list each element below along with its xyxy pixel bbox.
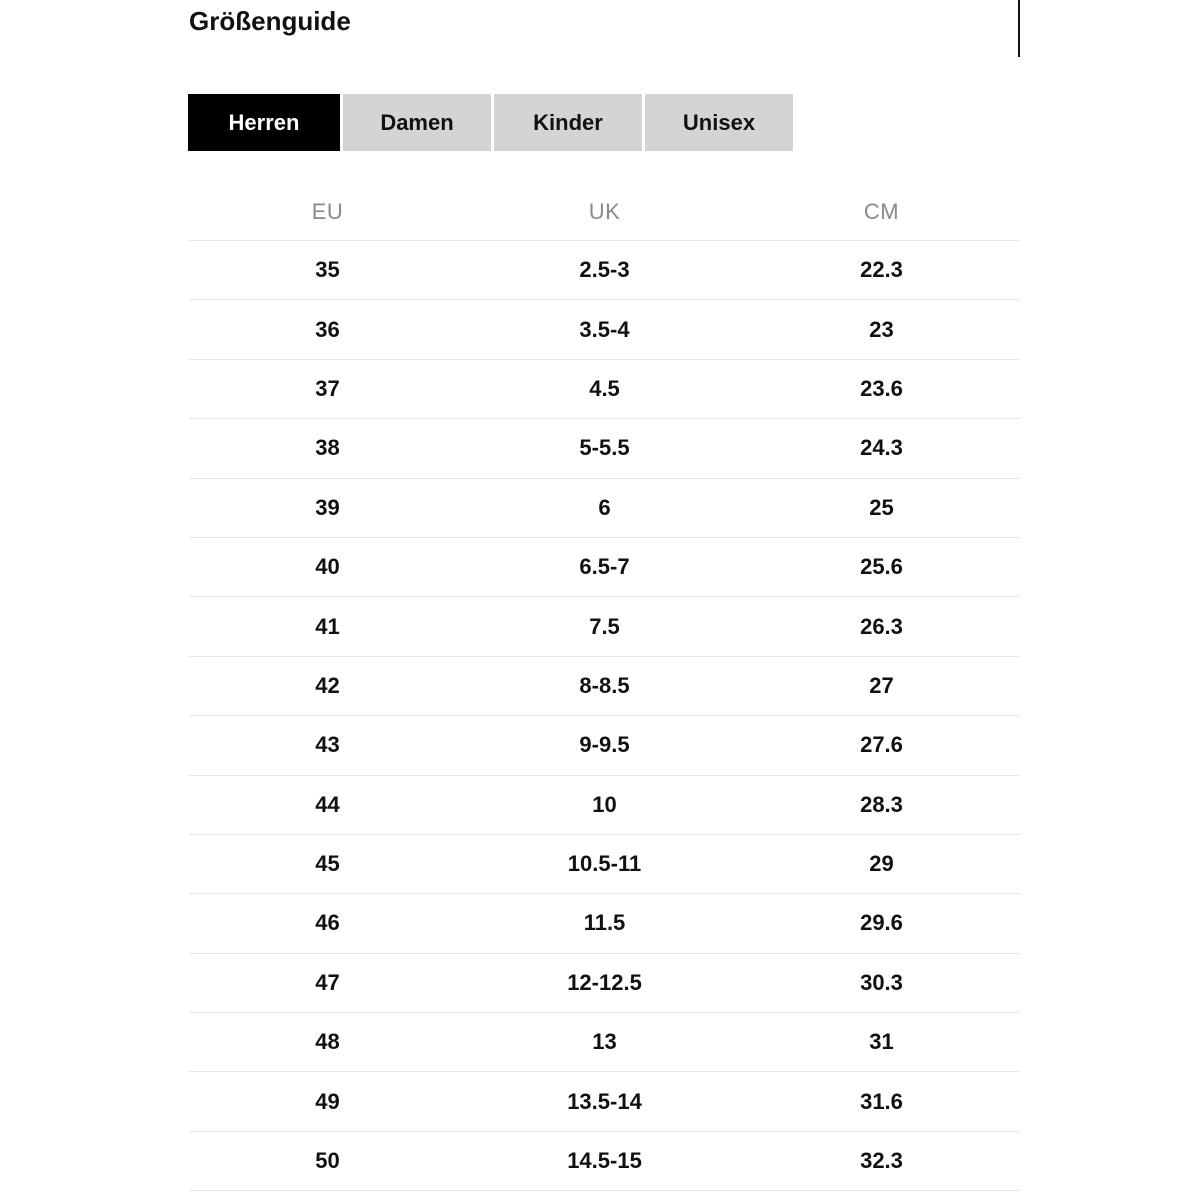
cell-uk: 5-5.5 [579,435,630,461]
table-body [189,241,1020,1191]
page-title: Größenguide [189,6,351,36]
table-header [189,184,1020,241]
cell-eu: 41 [315,613,340,639]
tab-damen[interactable]: Damen [343,94,491,151]
cell-eu: 35 [315,257,340,283]
cell-eu: 45 [315,851,340,877]
column-header-cm: CM [863,199,900,224]
vertical-divider [1018,0,1020,57]
cell-eu: 47 [315,969,340,995]
cell-eu: 49 [315,1088,340,1114]
cell-cm: 23 [869,316,894,342]
table-row [189,716,1020,775]
cell-uk: 13.5-14 [567,1088,642,1114]
cell-eu: 37 [315,375,340,401]
cell-uk: 4.5 [589,375,620,401]
cell-uk: 11.5 [583,910,626,936]
cell-cm: 30.3 [860,969,903,995]
cell-uk: 13 [592,1029,617,1055]
cell-uk: 9-9.5 [579,732,630,758]
cell-cm: 31 [869,1029,894,1055]
table-row [189,300,1020,359]
cell-eu: 39 [315,494,340,520]
table-row [189,954,1020,1013]
table-row [189,419,1020,478]
tab-kinder[interactable]: Kinder [494,94,642,151]
cell-eu: 42 [315,672,340,698]
category-tabs [188,94,793,151]
cell-uk: 14.5-15 [567,1148,642,1174]
cell-uk: 10 [592,791,617,817]
table-row [189,657,1020,716]
cell-eu: 44 [315,791,340,817]
table-row [189,1072,1020,1131]
table-row [189,894,1020,953]
cell-cm: 24.3 [860,435,903,461]
table-row [189,241,1020,300]
table-row [189,1013,1020,1072]
cell-cm: 26.3 [860,613,903,639]
cell-eu: 38 [315,435,340,461]
table-row [189,776,1020,835]
cell-cm: 29.6 [860,910,903,936]
cell-uk: 6 [598,494,611,520]
cell-eu: 36 [315,316,340,342]
cell-cm: 27.6 [860,732,903,758]
cell-cm: 25.6 [860,554,903,580]
table-row [189,479,1020,538]
size-table [189,184,1020,1191]
table-row [189,360,1020,419]
table-row [189,835,1020,894]
tab-unisex[interactable]: Unisex [645,94,793,151]
table-row [189,1132,1020,1191]
cell-cm: 27 [869,672,894,698]
cell-uk: 12-12.5 [567,969,642,995]
cell-eu: 46 [315,910,340,936]
cell-uk: 8-8.5 [579,672,630,698]
cell-eu: 40 [315,554,340,580]
cell-cm: 31.6 [860,1088,903,1114]
cell-eu: 50 [315,1148,340,1174]
cell-uk: 2.5-3 [579,257,630,283]
table-row [189,538,1020,597]
cell-eu: 48 [315,1029,340,1055]
cell-eu: 43 [315,732,340,758]
cell-uk: 7.5 [589,613,620,639]
cell-cm: 25 [869,494,894,520]
column-header-uk: UK [588,199,621,224]
cell-cm: 28.3 [860,791,903,817]
cell-cm: 22.3 [860,257,903,283]
cell-uk: 6.5-7 [579,554,630,580]
column-header-eu: EU [311,199,344,224]
cell-cm: 23.6 [860,375,903,401]
cell-uk: 10.5-11 [567,851,642,877]
cell-cm: 29 [869,851,894,877]
tab-herren[interactable]: Herren [188,94,340,151]
cell-uk: 3.5-4 [579,316,630,342]
cell-cm: 32.3 [860,1148,903,1174]
table-row [189,597,1020,656]
